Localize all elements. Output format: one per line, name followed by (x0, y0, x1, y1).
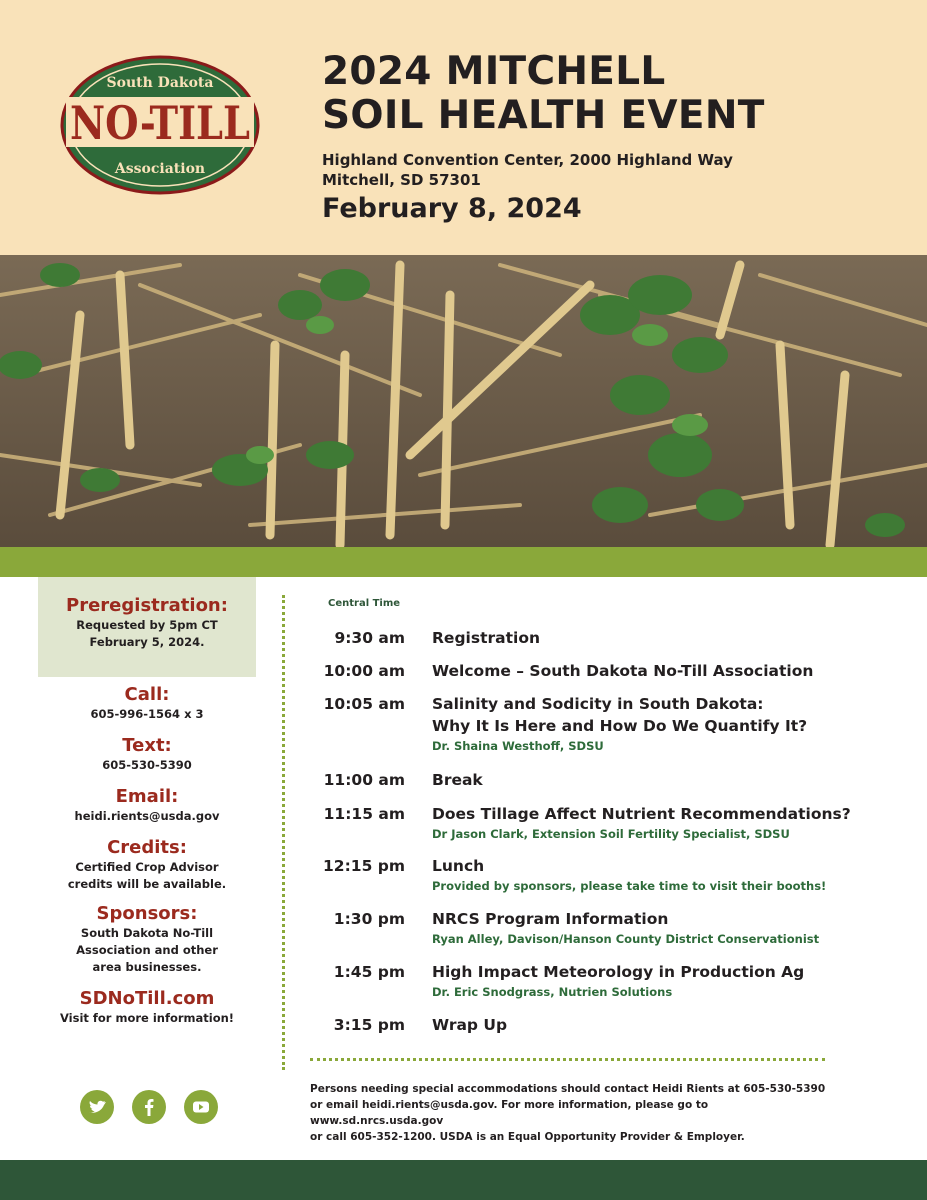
preregistration-box (38, 577, 256, 677)
schedule-speaker: Dr. Eric Snodgrass, Nutrien Solutions (432, 985, 673, 999)
address-line-1: Highland Convention Center, 2000 Highland Way (322, 151, 733, 169)
footer-line-1: Persons needing special accommodations should contact Heidi Rients at 605-530-5390 (310, 1083, 826, 1095)
sidebar (38, 577, 256, 1027)
call-value: 605-996-1564 x 3 (90, 707, 204, 721)
horizontal-dotted-divider (310, 1058, 825, 1061)
schedule-title: NRCS Program Information (432, 910, 669, 928)
sponsors-heading: Sponsors: (96, 903, 198, 924)
schedule-title: Does Tillage Affect Nutrient Recommendations? (432, 805, 851, 823)
schedule-time: 10:05 am (323, 695, 405, 713)
sponsors-line-1: South Dakota No-Till (80, 926, 214, 940)
call-heading: Call: (124, 684, 170, 705)
email-heading: Email: (115, 786, 179, 807)
field-residue-photo (0, 255, 927, 547)
call-block (38, 684, 256, 723)
website-block (38, 988, 256, 1027)
footer-notice (310, 1081, 840, 1145)
schedule-speaker: Dr Jason Clark, Extension Soil Fertility Specialist, SDSU (432, 827, 790, 841)
footer-line-3: or call 605-352-1200. USDA is an Equal Opportunity Provider & Employer. (310, 1131, 745, 1143)
title-line-1: 2024 MITCHELL (322, 49, 666, 94)
text-heading: Text: (122, 735, 172, 756)
schedule-time: 1:30 pm (333, 910, 405, 928)
logo-bottom-text: Association (114, 161, 206, 177)
sponsors-block (38, 903, 256, 976)
email-block (38, 786, 256, 825)
schedule-time: 9:30 am (334, 629, 405, 647)
timezone-label: Central Time (328, 598, 401, 609)
schedule-title: High Impact Meteorology in Production Ag (432, 963, 805, 981)
email-value[interactable]: heidi.rients@usda.gov (74, 809, 220, 823)
event-date: February 8, 2024 (322, 193, 582, 224)
schedule-title: Wrap Up (432, 1016, 508, 1034)
vertical-dotted-divider (282, 595, 285, 1070)
logo-top-text: South Dakota (106, 75, 214, 91)
schedule-title: Welcome – South Dakota No-Till Association (432, 662, 814, 680)
schedule-title: Break (432, 771, 483, 789)
preregistration-line-2: February 5, 2024. (89, 635, 205, 649)
sponsors-line-3: area businesses. (92, 960, 202, 974)
schedule-time: 11:00 am (323, 771, 405, 789)
credits-line-2: credits will be available. (67, 877, 227, 891)
youtube-icon[interactable] (184, 1090, 218, 1124)
schedule-title: Salinity and Sodicity in South Dakota: (432, 695, 764, 713)
address-line-2: Mitchell, SD 57301 (322, 171, 481, 189)
credits-line-1: Certified Crop Advisor (75, 860, 219, 874)
text-value: 605-530-5390 (102, 758, 192, 772)
schedule-title: Registration (432, 629, 541, 647)
schedule-time: 1:45 pm (333, 963, 405, 981)
title-line-2: SOIL HEALTH EVENT (322, 93, 765, 138)
schedule-title: Lunch (432, 857, 485, 875)
footer-line-2: or email heidi.rients@usda.gov. For more information, please go to www.sd.nrcs.usda.gov (310, 1099, 709, 1127)
green-divider-bar (0, 547, 927, 577)
event-title (322, 50, 765, 138)
schedule-time: 10:00 am (323, 662, 405, 680)
logo-main-text: NO-TILL (70, 96, 250, 150)
schedule-speaker: Dr. Shaina Westhoff, SDSU (432, 739, 604, 753)
website-note: Visit for more information! (59, 1011, 235, 1025)
event-address (322, 150, 733, 190)
schedule-time: 11:15 am (323, 805, 405, 823)
schedule-speaker: Ryan Alley, Davison/Hanson County District Conservationist (432, 932, 820, 946)
facebook-icon[interactable] (132, 1090, 166, 1124)
credits-heading: Credits: (107, 837, 187, 858)
text-block (38, 735, 256, 774)
bottom-bar (0, 1160, 927, 1200)
schedule-time: 3:15 pm (333, 1016, 405, 1034)
no-till-association-logo (60, 55, 260, 195)
twitter-icon[interactable] (80, 1090, 114, 1124)
schedule-time: 12:15 pm (323, 857, 405, 875)
preregistration-line-1: Requested by 5pm CT (76, 618, 218, 632)
preregistration-heading: Preregistration: (66, 595, 228, 616)
sponsors-line-2: Association and other (76, 943, 218, 957)
social-icons (80, 1090, 220, 1126)
website-link[interactable]: SDNoTill.com (79, 988, 215, 1009)
credits-block (38, 837, 256, 893)
schedule-speaker: Provided by sponsors, please take time to visit their booths! (432, 879, 827, 893)
schedule-title-line-2: Why It Is Here and How Do We Quantify It? (432, 717, 808, 735)
